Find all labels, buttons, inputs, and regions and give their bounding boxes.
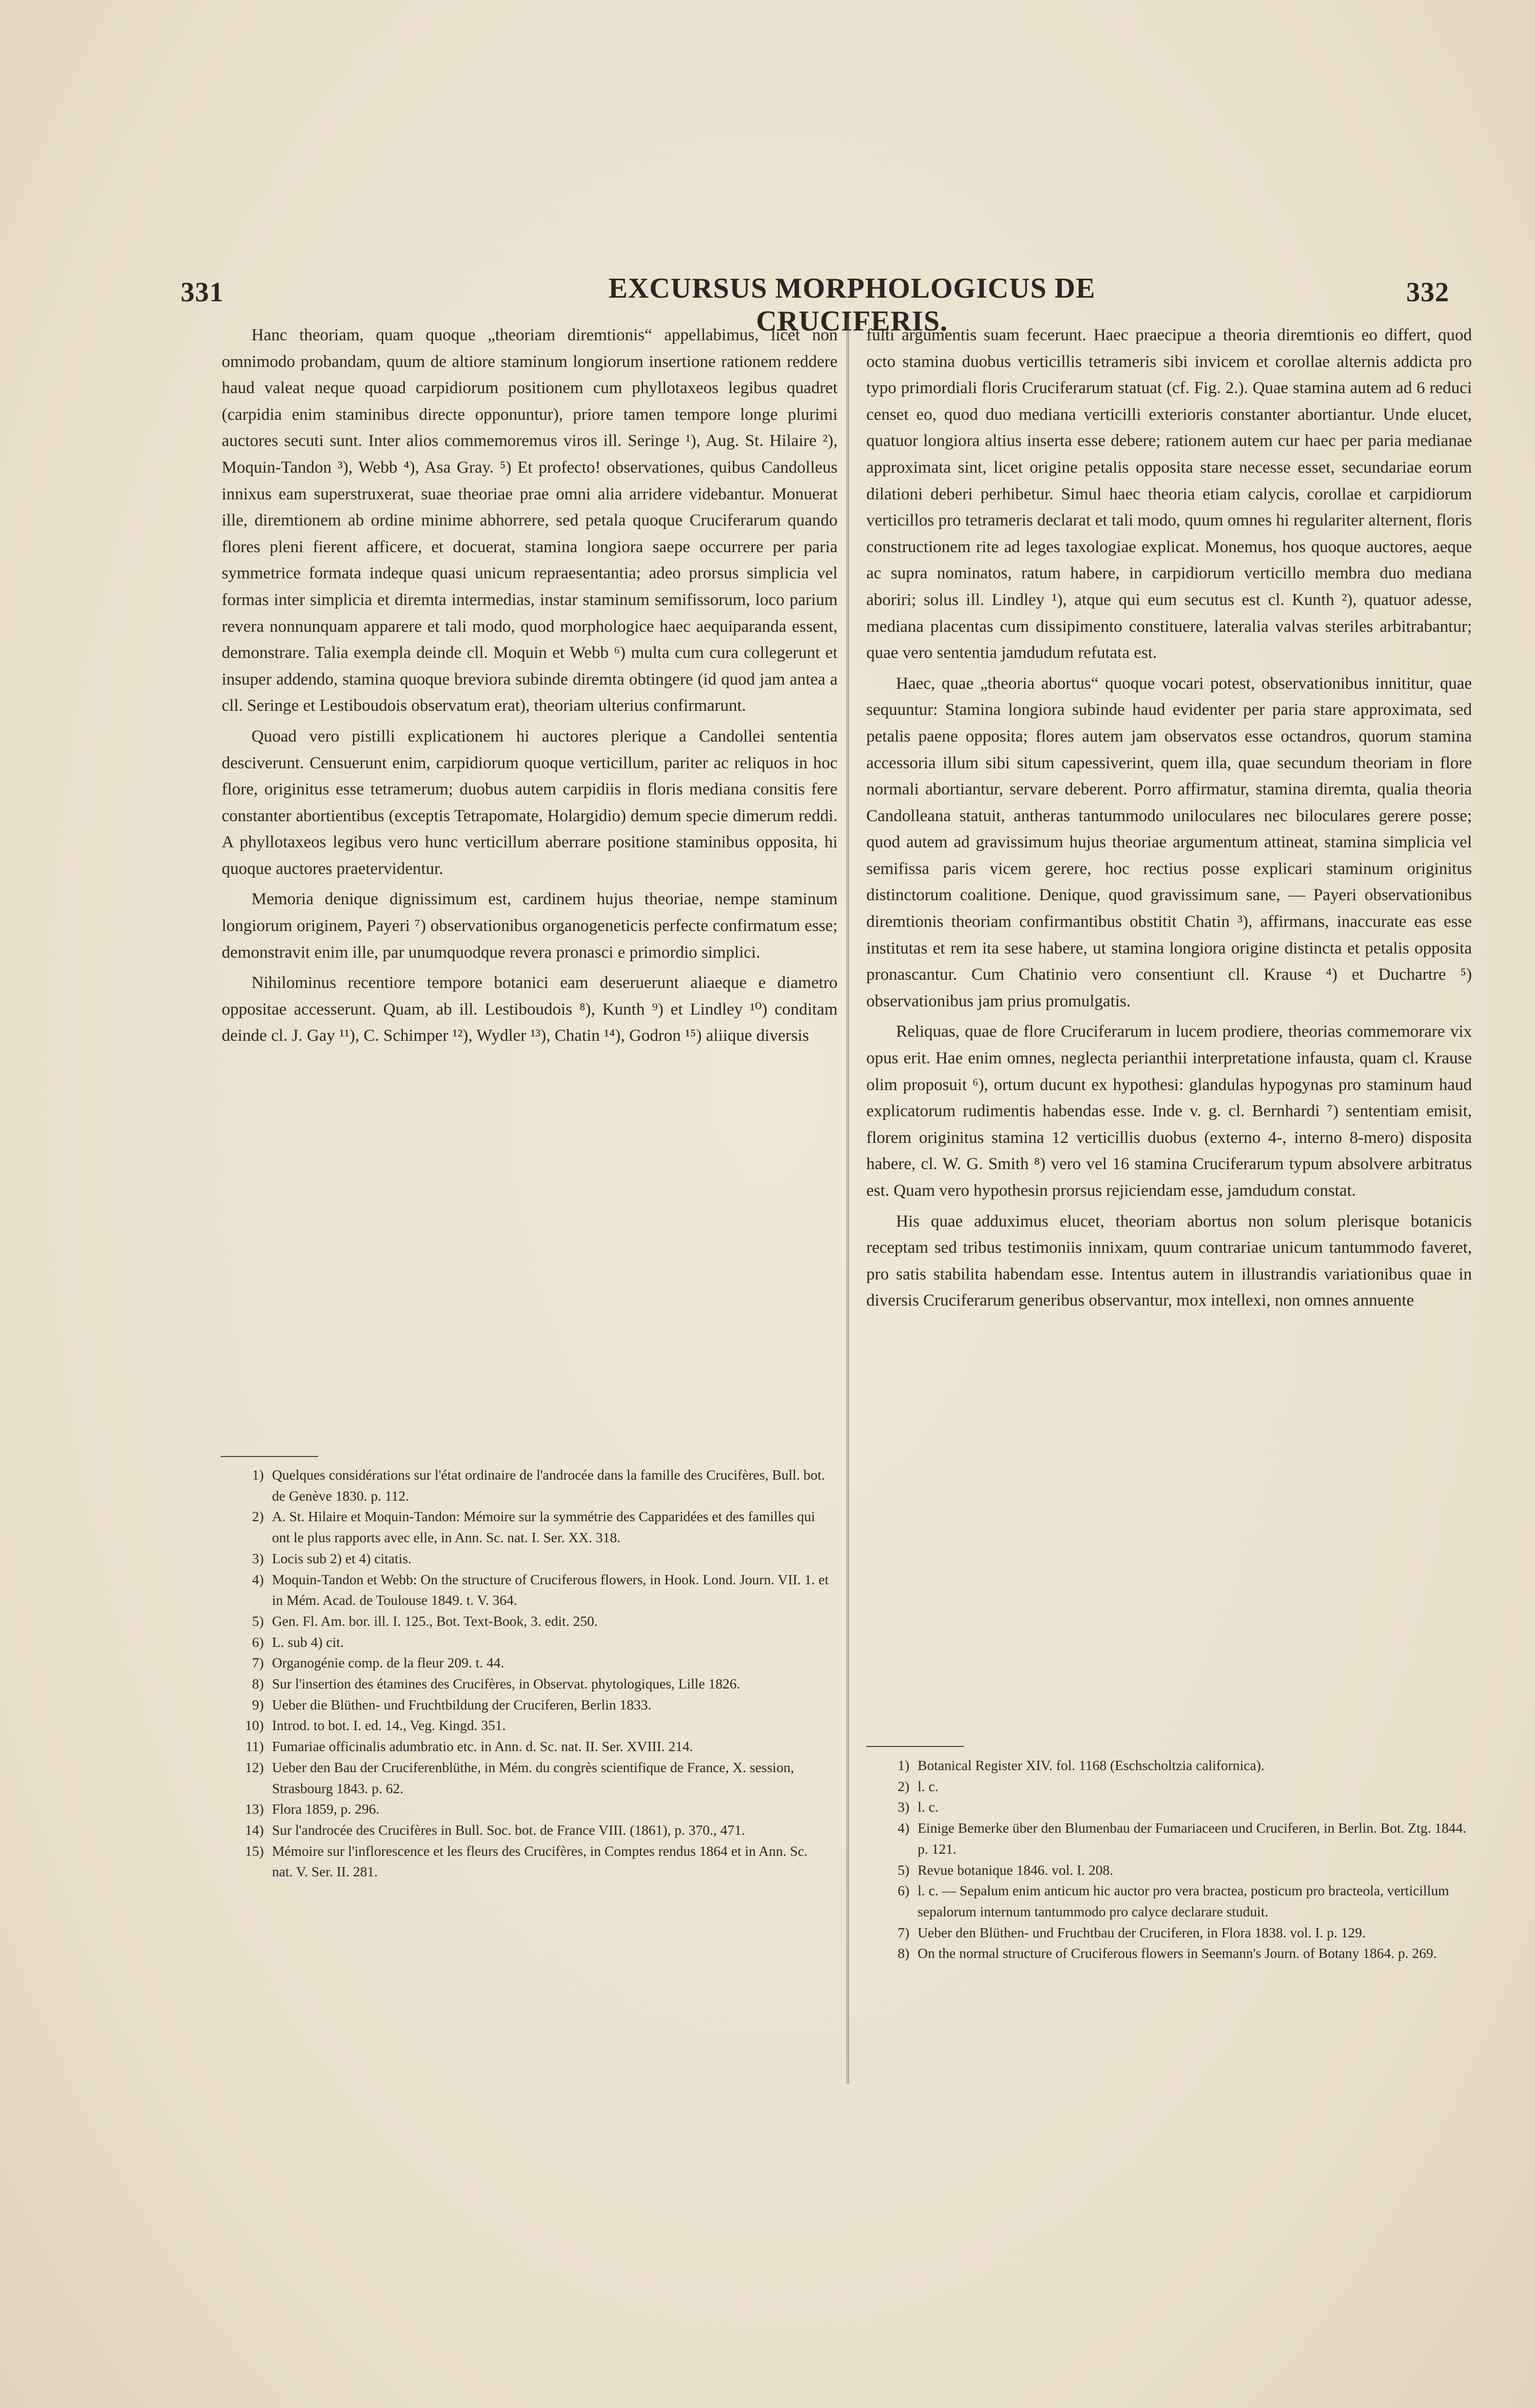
paragraph: Haec, quae „theoria abortus“ quoque vocari potest, observationibus innititur, quae sequuntur: Stamina longiora subinde haud evidenter per paria stare approximata, sed petalis paene opposita; flores autem jam observatos esse octandros, quorum stamina accessoria illum sibi situm capessiverint, quem illa, quae secundum theoriam in flore normali abortiantur, servare deberent. Porro affirmatur, stamina diremta, qualia theoria Candolleana statuit, antheras tantummodo uniloculares nec biloculares gerere posse; quod autem ad gravissimum hujus theoriae argumentum attineat, stamina simplicia vel semifissa paris vicem gerere, hoc rectius posse explicari staminum originitus distinctorum coalitione. Denique, quod gravissimum sane, — Payeri observationibus diremtionis theoriam confirmantibus obstitit Chatin ³), affirmans, inaccurate eas esse institutas et rem ita sese habere, ut stamina longiora origine distincta et petalis opposita pronascantur. Cum Chatinio vero consentiunt cll. Krause ⁴) et Duchartre ⁵) observationibus jam prius promulgatis. bbox=[866, 674, 1472, 1011]
footnote bbox=[887, 1797, 1472, 1818]
footnote-text: Einige Bemerke über den Blumenbau der Fumariaceen und Cruciferen, in Berlin. Bot. Ztg. 1844. p. 121. bbox=[918, 1820, 1467, 1857]
footnote-text: Ueber den Blüthen- und Fruchtbau der Cruciferen, in Flora 1838. vol. I. p. 129. bbox=[918, 1924, 1366, 1940]
footnotes-right bbox=[887, 1755, 1472, 1964]
left-column-text bbox=[222, 322, 838, 1054]
footnote bbox=[887, 1922, 1472, 1944]
footnote bbox=[241, 1653, 831, 1674]
footnote bbox=[241, 1820, 831, 1841]
footnote-number: 7) bbox=[252, 1655, 264, 1671]
footnote-text: A. St. Hilaire et Moquin-Tandon: Mémoire sur la symmétrie des Capparidées et des familles qui ont le plus rapports avec elle, in Ann. Sc. nat. I. Ser. XX. 318. bbox=[272, 1508, 815, 1546]
footnote-number: 11) bbox=[245, 1738, 264, 1755]
right-column-text bbox=[866, 322, 1472, 1318]
paragraph: fulti argumentis suam fecerunt. Haec praecipue a theoria diremtionis eo differt, quod octo stamina duobus verticillis tetrameris sibi invicem et corollae alternis addicta pro typo primordiali floris Cruciferarum statuat (cf. Fig. 2.). Quae stamina autem ad 6 reduci censet eo, quod duo mediana verticilli exterioris constanter abortiantur. Unde elucet, quatuor longiora altius inserta esse debere; rationem autem cur haec per paria medianae approximata sint, licet origine petalis opposita stare necesse esset, secundariae eorum dilationi deberi perhibetur. Simul haec theoria etiam calycis, corollae et carpidiorum verticillos pro tetrameris declarat et tali modo, quum omnes hi regulariter alternent, floris constructionem rite ad leges taxologiae explicat. Monemus, hos quoque auctores, aeque ac supra nominatos, ratum habere, in carpidiorum verticillo membra duo mediana aboriri; solus ill. Lindley ¹), atque qui eum secutus est cl. Kunth ²), quatuor adesse, mediana placentas cum dissipimento constituere, lateralia valvas steriles arbitrabantur; quae vero sententia jamdudum refutata est. bbox=[866, 326, 1472, 663]
page-number-right: 332 bbox=[1406, 277, 1449, 307]
footnote-text: Ueber die Blüthen- und Fruchtbildung der Cruciferen, Berlin 1833. bbox=[272, 1696, 652, 1713]
footnote-text: Organogénie comp. de la fleur 209. t. 44. bbox=[272, 1655, 504, 1671]
footnote bbox=[241, 1569, 831, 1611]
footnote-number: 4) bbox=[252, 1571, 264, 1587]
footnote-number: 3) bbox=[898, 1799, 909, 1815]
footnote bbox=[241, 1548, 831, 1569]
footnote-number: 5) bbox=[898, 1861, 909, 1878]
footnote-number: 1) bbox=[252, 1467, 264, 1483]
footnote bbox=[241, 1465, 831, 1506]
footnote-number: 6) bbox=[898, 1882, 909, 1899]
footnote-number: 10) bbox=[245, 1717, 264, 1734]
footnote bbox=[887, 1818, 1472, 1859]
footnote-number: 13) bbox=[245, 1801, 264, 1817]
footnote-text: Ueber den Bau der Cruciferenblüthe, in Mém. du congrès scientifique de France, X. session, Strasbourg 1843. p. 62. bbox=[272, 1759, 794, 1796]
paragraph: Nihilominus recentiore tempore botanici eam deseruerunt aliaeque e diametro oppositae accesserunt. Quam, ab ill. Lestiboudois ⁸), Kunth ⁹) et Lindley ¹⁰) conditam deinde cl. J. Gay ¹¹), C. Schimper ¹²), Wydler ¹³), Chatin ¹⁴), Godron ¹⁵) aliique diversis bbox=[222, 974, 838, 1045]
footnote-number: 6) bbox=[252, 1634, 264, 1650]
footnote bbox=[241, 1736, 831, 1757]
column-divider bbox=[847, 318, 849, 2084]
paragraph: Quoad vero pistilli explicationem hi auctores plerique a Candollei sententia desciverunt. Censuerunt enim, carpidiorum quoque verticillum, pariter ac reliquos in hoc flore, originitus esse tetramerum; duobus autem carpidiis in floris mediana consitis fere constanter abortientibus (exceptis Tetrapomate, Holargidio) demum specie dimerum reddi. A phyllotaxeos legibus vero hunc verticillum aberrare positione staminibus opposita, hi quoque auctores praetervidentur. bbox=[222, 727, 838, 878]
footnote-text: Flora 1859, p. 296. bbox=[272, 1801, 380, 1817]
footnote-text: On the normal structure of Cruciferous flowers in Seemann's Journ. of Botany 1864. p. 269. bbox=[918, 1945, 1437, 1962]
footnote-number: 5) bbox=[252, 1613, 264, 1629]
footnote-number: 9) bbox=[252, 1696, 264, 1713]
footnote bbox=[241, 1632, 831, 1653]
footnote bbox=[887, 1860, 1472, 1881]
footnote-text: l. c. bbox=[918, 1799, 939, 1815]
paragraph: Reliquas, quae de flore Cruciferarum in lucem prodiere, theorias commemorare vix opus erit. Hae enim omnes, neglecta perianthii interpretatione infausta, quam cl. Krause olim proposuit ⁶), ortum ducunt ex hypothesi: glandulas hypogynas pro staminum haud explicatorum rudimentis habendas esse. Inde v. g. cl. Bernhardi ⁷) sententiam emisit, florem originitus stamina 12 verticillis duobus (externo 4-, interno 8-mero) disposita habere, cl. W. G. Smith ⁸) vero vel 16 stamina Cruciferarum typum absolvere arbitratus est. Quam vero hypothesin prorsus rejiciendam esse, jamdudum constat. bbox=[866, 1022, 1472, 1200]
paragraph: His quae adduximus elucet, theoriam abortus non solum plerisque botanicis receptam sed tribus testimoniis innixam, quum contrariae unicum tantummodo faveret, pro satis stabilita habendam esse. Intentus autem in illustrandis variationibus quae in diversis Cruciferarum generibus observantur, mox intellexi, non omnes annuente bbox=[866, 1212, 1472, 1310]
footnote-rule-right bbox=[866, 1746, 964, 1747]
footnote-number: 3) bbox=[252, 1550, 264, 1566]
footnote-text: Revue botanique 1846. vol. I. 208. bbox=[918, 1861, 1114, 1878]
footnote-text: Quelques considérations sur l'état ordinaire de l'androcée dans la famille des Crucifères, Bull. bot. de Genève 1830. p. 112. bbox=[272, 1467, 825, 1504]
footnote-text: Fumariae officinalis adumbratio etc. in Ann. d. Sc. nat. II. Ser. XVIII. 214. bbox=[272, 1738, 693, 1755]
footnote bbox=[241, 1757, 831, 1799]
footnote-number: 2) bbox=[252, 1508, 264, 1525]
footnote-text: Sur l'insertion des étamines des Crucifères, in Observat. phytologiques, Lille 1826. bbox=[272, 1676, 741, 1692]
footnote-text: Botanical Register XIV. fol. 1168 (Eschscholtzia californica). bbox=[918, 1757, 1265, 1773]
footnote bbox=[241, 1695, 831, 1716]
footnote bbox=[887, 1943, 1472, 1964]
running-title: EXCURSUS MORPHOLOGICUS DE CRUCIFERIS. bbox=[608, 273, 1096, 337]
footnotes-left bbox=[241, 1465, 831, 1882]
footnote-text: l. c. bbox=[918, 1778, 939, 1794]
footnote-number: 14) bbox=[245, 1821, 264, 1838]
footnote-text: Mémoire sur l'inflorescence et les fleurs des Crucifères, in Comptes rendus 1864 et in Ann. Sc. nat. V. Ser. II. 281. bbox=[272, 1842, 808, 1880]
footnote-number: 1) bbox=[898, 1757, 909, 1773]
footnote-text: Sur l'androcée des Crucifères in Bull. Soc. bot. de France VIII. (1861), p. 370., 471. bbox=[272, 1821, 745, 1838]
paragraph: Memoria denique dignissimum est, cardinem hujus theoriae, nempe staminum longiorum originem, Payeri ⁷) observationibus organogeneticis perfecte confirmatum esse; demonstravit enim ille, par unumquodque revera pronasci e primordio simplici. bbox=[222, 890, 838, 962]
footnote-number: 8) bbox=[898, 1945, 909, 1962]
footnote-text: Locis sub 2) et 4) citatis. bbox=[272, 1550, 412, 1566]
footnote bbox=[241, 1674, 831, 1695]
footnote-rule-left bbox=[221, 1456, 318, 1457]
footnote-number: 7) bbox=[898, 1924, 909, 1940]
footnote-number: 4) bbox=[898, 1820, 909, 1836]
footnote bbox=[241, 1506, 831, 1548]
footnote-number: 12) bbox=[245, 1759, 264, 1775]
footnote-text: Gen. Fl. Am. bor. ill. I. 125., Bot. Text-Book, 3. edit. 250. bbox=[272, 1613, 598, 1629]
paragraph: Hanc theoriam, quam quoque „theoriam diremtionis“ appellabimus, licet non omnimodo probandam, quum de altiore staminum longiorum insertione rationem reddere haud valeat neque quoad carpidiorum positionem cum phyllotaxeos legibus quadret (carpidia enim staminibus directe opponuntur), priore tamen tempore longe plurimi auctores secuti sunt. Inter alios commemoremus viros ill. Seringe ¹), Aug. St. Hilaire ²), Moquin-Tandon ³), Webb ⁴), Asa Gray. ⁵) Et profecto! observationes, quibus Candolleus innixus eam superstruxerat, suae theoriae prae omni alia arridere videbantur. Monuerat ille, diremtionem ab ordine minime abhorrere, sed petala quoque Cruciferarum quando flores pleni fierent afficere, et docuerat, stamina longiora saepe occurrere per paria symmetrice formata indeque quasi unicum repraesentantia; adeo prorsus simplicia vel formas inter simplicia et diremta intermedias, instar staminum semifissorum, loco parium revera nonnunquam apparere et tali modo, quod morphologice haec aequiparanda essent, demonstrare. Talia exempla deinde cll. Moquin et Webb ⁶) multa cum cura collegerunt et insuper addendo, stamina quoque breviora subinde diremta obtingere (id quod jam antea a cll. Seringe et Lestiboudois observatum erat), theoriam ulterius confirmarunt. bbox=[222, 326, 838, 715]
footnote-number: 2) bbox=[898, 1778, 909, 1794]
footnote bbox=[887, 1776, 1472, 1797]
footnote-text: Moquin-Tandon et Webb: On the structure of Cruciferous flowers, in Hook. Lond. Journ. VII. 1. et in Mém. Acad. de Toulouse 1849. t. V. 364. bbox=[272, 1571, 829, 1608]
footnote-text: l. c. — Sepalum enim anticum hic auctor pro vera bractea, posticum pro bracteola, verticillum sepalorum internum tantummodo pro calyce declarare studuit. bbox=[918, 1882, 1449, 1919]
footnote-number: 15) bbox=[245, 1842, 264, 1859]
footnote bbox=[241, 1611, 831, 1632]
footnote-number: 8) bbox=[252, 1676, 264, 1692]
footnote-text: Introd. to bot. I. ed. 14., Veg. Kingd. 351. bbox=[272, 1717, 506, 1734]
page-number-left: 331 bbox=[181, 277, 224, 307]
footnote bbox=[241, 1841, 831, 1882]
footnote bbox=[241, 1715, 831, 1736]
footnote bbox=[887, 1880, 1472, 1922]
footnote-text: L. sub 4) cit. bbox=[272, 1634, 344, 1650]
footnote bbox=[887, 1755, 1472, 1776]
footnote bbox=[241, 1799, 831, 1820]
